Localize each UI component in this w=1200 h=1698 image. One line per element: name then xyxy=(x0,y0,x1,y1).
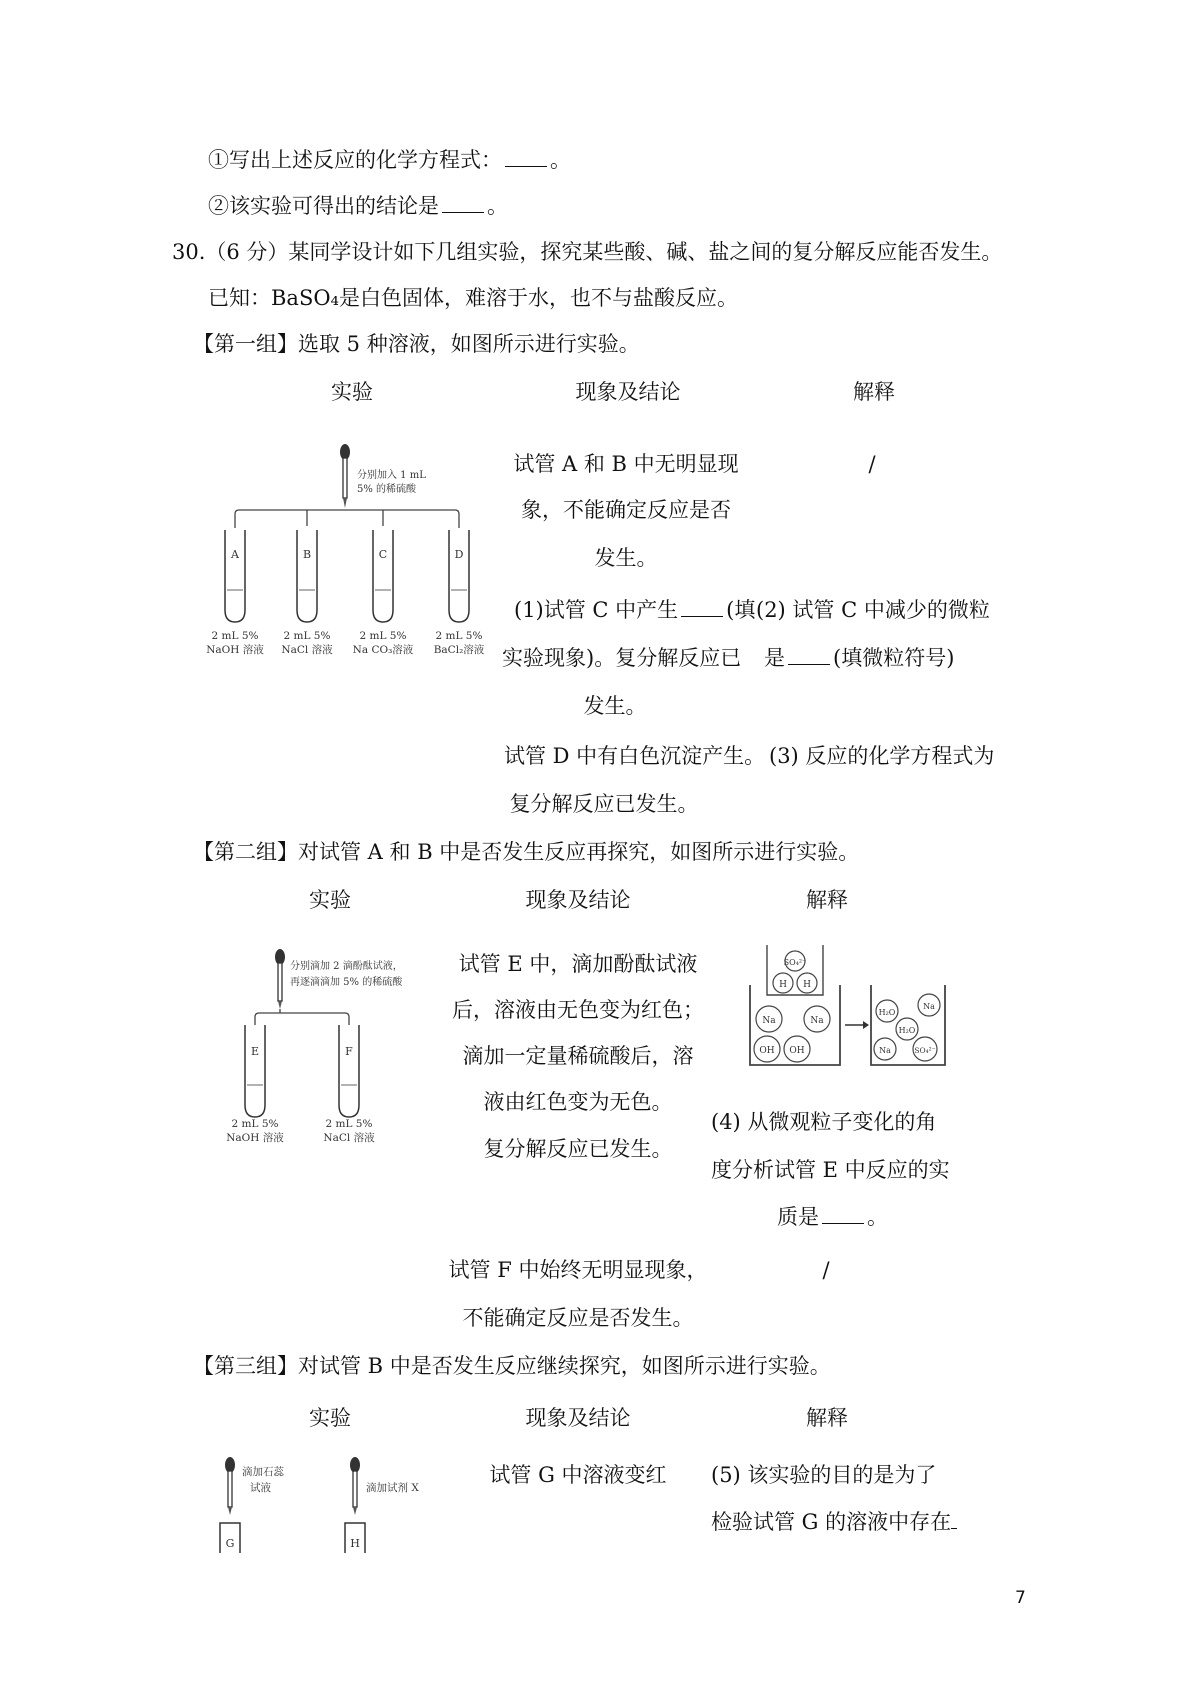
g1-row3-expl: (3) 反应的化学方程式为 xyxy=(769,744,995,768)
group3-header-explanation: 解释 xyxy=(806,1406,848,1430)
particle-h2o: H₂O xyxy=(898,1026,916,1035)
tube-b-label-2: NaCl 溶液 xyxy=(281,644,333,656)
g2-row2-phen-1: 试管 F 中始终无明显现象， xyxy=(448,1258,708,1282)
tube-c-label-2: Na CO₃溶液 xyxy=(352,644,414,656)
dropper-label-1: 分别滴加 2 滴酚酞试液， xyxy=(290,961,403,972)
g2-row2-phen-2: 不能确定反应是否发生。 xyxy=(462,1306,694,1330)
dropper-label-1: 分别加入 1 mL xyxy=(357,470,426,481)
particle-na: Na xyxy=(923,1002,935,1011)
h-dropper-label: 滴加试剂 X xyxy=(366,1482,419,1494)
tube-b xyxy=(297,530,317,622)
g1-row3-phen-1: 试管 D 中有白色沉淀产生。 xyxy=(504,744,766,768)
g2-row1-expl-1: (4) 从微观粒子变化的角 xyxy=(711,1110,937,1134)
dropper-icon xyxy=(350,1457,360,1515)
g2-row1-expl-2: 度分析试管 E 中反应的实 xyxy=(711,1158,950,1182)
q30-intro: 30.（6 分）某同学设计如下几组实验，探究某些酸、碱、盐之间的复分解反应能否发生。 xyxy=(172,240,1003,264)
g2-row1-phen-5: 复分解反应已发生。 xyxy=(483,1137,673,1161)
answer-blank xyxy=(788,663,830,665)
tube-letter: E xyxy=(250,1045,260,1058)
q29-line-2 xyxy=(208,194,508,219)
q29-line2-text: ②该实验可得出的结论是 xyxy=(208,194,439,218)
particle-h: H xyxy=(803,980,811,990)
g2-row1-phen-3: 滴加一定量稀硫酸后，溶 xyxy=(462,1044,694,1068)
tube-letter: D xyxy=(454,548,464,561)
g1-row2-expl-2-suffix: (填微粒符号) xyxy=(833,646,955,670)
g3-row1-phen: 试管 G 中溶液变红 xyxy=(489,1463,667,1487)
group3-header-phenomenon: 现象及结论 xyxy=(525,1406,631,1430)
tube-f xyxy=(339,1025,359,1117)
tube-e xyxy=(245,1025,265,1117)
tube-letter: C xyxy=(378,548,388,561)
tube-f-label-2: NaCl 溶液 xyxy=(323,1132,375,1144)
g-dropper-label-1: 滴加石蕊 xyxy=(242,1466,284,1478)
g3-row1-expl-1: (5) 该实验的目的是为了 xyxy=(711,1463,937,1487)
particle-diagram xyxy=(745,945,945,1075)
tube-letter: F xyxy=(345,1045,353,1058)
answer-blank xyxy=(822,1222,864,1224)
g1-row2-expl-2 xyxy=(764,646,954,671)
page-number: 7 xyxy=(1015,1588,1026,1608)
g2-row1-expl-3-suffix: 。 xyxy=(867,1205,888,1229)
tube-e-label-1: 2 mL 5% xyxy=(231,1118,279,1130)
particle-h: H xyxy=(779,980,787,990)
tube-d-label-1: 2 mL 5% xyxy=(435,630,483,642)
g2-row1-phen-1: 试管 E 中，滴加酚酞试液 xyxy=(458,952,698,976)
group2-header-explanation: 解释 xyxy=(806,888,848,912)
group1-diagram xyxy=(206,440,485,670)
group3-header-experiment: 实验 xyxy=(309,1406,351,1430)
group3-title: 【第三组】对试管 B 中是否发生反应继续探究，如图所示进行实验。 xyxy=(193,1354,831,1378)
g1-row2-phen-1-text: (1)试管 C 中产生 xyxy=(514,598,679,622)
particle-so4: SO₄²⁻ xyxy=(914,1046,936,1055)
g1-row2-expl-1: (2) 试管 C 中减少的微粒 xyxy=(756,598,990,622)
q29-line-1 xyxy=(208,148,571,173)
tube-c xyxy=(373,530,393,622)
particle-oh: OH xyxy=(789,1046,805,1056)
group3-diagram xyxy=(220,1455,460,1555)
g1-row2-phen-3: 发生。 xyxy=(583,694,647,718)
g-dropper-label-2: 试液 xyxy=(250,1482,271,1494)
group1-title: 【第一组】选取 5 种溶液，如图所示进行实验。 xyxy=(193,332,640,356)
dropper-label-2: 5% 的稀硫酸 xyxy=(357,484,417,495)
tube-e-label-2: NaOH 溶液 xyxy=(226,1132,284,1144)
answer-blank xyxy=(505,165,547,167)
tube-a xyxy=(225,530,245,622)
group2-header-phenomenon: 现象及结论 xyxy=(525,888,631,912)
tube-d xyxy=(449,530,469,622)
tube-b-label-1: 2 mL 5% xyxy=(283,630,331,642)
group1-header-explanation: 解释 xyxy=(853,380,895,404)
dropper-icon xyxy=(275,949,285,1009)
g1-row1-phen-3: 发生。 xyxy=(594,546,658,570)
q29-line1-text: ①写出上述反应的化学方程式： xyxy=(208,148,502,172)
group2-title: 【第二组】对试管 A 和 B 中是否发生反应再探究，如图所示进行实验。 xyxy=(193,840,860,864)
particle-na: Na xyxy=(879,1046,891,1055)
group2-diagram xyxy=(226,945,465,1145)
tube-c-label-1: 2 mL 5% xyxy=(359,630,407,642)
tube-letter: B xyxy=(302,548,312,561)
answer-blank xyxy=(442,211,484,213)
tube-letter: A xyxy=(231,548,239,561)
tube-f-label-1: 2 mL 5% xyxy=(325,1118,373,1130)
g3-row1-expl-2 xyxy=(711,1510,957,1535)
tube-letter: G xyxy=(225,1537,235,1550)
g1-row1-phen-1: 试管 A 和 B 中无明显现 xyxy=(513,452,739,476)
g2-row1-expl-3 xyxy=(777,1205,888,1230)
q30-known: 已知：BaSO₄是白色固体，难溶于水，也不与盐酸反应。 xyxy=(208,286,738,310)
g2-row2-expl: / xyxy=(822,1258,830,1282)
bracket xyxy=(255,1013,349,1025)
answer-blank xyxy=(681,615,723,617)
g2-row1-expl-3-text: 质是 xyxy=(777,1205,819,1229)
g1-row1-phen-2: 象，不能确定反应是否 xyxy=(521,498,731,522)
tube-d-label-2: BaCl₂溶液 xyxy=(433,644,485,656)
tube-a-label-2: NaOH 溶液 xyxy=(206,644,264,656)
group2-header-experiment: 实验 xyxy=(309,888,351,912)
g3-row1-expl-2-text: 检验试管 G 的溶液中存在 xyxy=(711,1510,952,1534)
g1-row1-expl: / xyxy=(868,452,876,476)
g1-row2-phen-1 xyxy=(514,598,755,623)
tube-letter: H xyxy=(350,1537,360,1550)
answer-blank xyxy=(951,1527,957,1529)
g2-row1-phen-2: 后，溶液由无色变为红色； xyxy=(452,998,704,1022)
dropper-icon xyxy=(225,1457,235,1515)
q29-line2-suffix: 。 xyxy=(487,194,508,218)
dropper-icon xyxy=(340,444,350,508)
g1-row2-expl-2-text: 是 xyxy=(764,646,785,670)
g2-row1-phen-4: 液由红色变为无色。 xyxy=(483,1090,673,1114)
g1-row3-phen-2: 复分解反应已发生。 xyxy=(509,792,699,816)
particle-h2o: H₂O xyxy=(878,1008,896,1017)
group1-header-experiment: 实验 xyxy=(331,380,373,404)
particle-oh: OH xyxy=(759,1046,775,1056)
tube-a-label-1: 2 mL 5% xyxy=(211,630,259,642)
g1-row2-phen-1-suffix: (填 xyxy=(726,598,756,622)
g1-row2-phen-2: 实验现象)。复分解反应已 xyxy=(502,646,742,670)
group1-header-phenomenon: 现象及结论 xyxy=(575,380,681,404)
particle-na: Na xyxy=(762,1016,776,1026)
dropper-label-2: 再逐滴滴加 5% 的稀硫酸 xyxy=(290,977,403,988)
bracket xyxy=(235,510,459,528)
particle-na: Na xyxy=(810,1016,824,1026)
q29-line1-suffix: 。 xyxy=(550,148,571,172)
particle-so4: SO₄²⁻ xyxy=(783,958,807,967)
